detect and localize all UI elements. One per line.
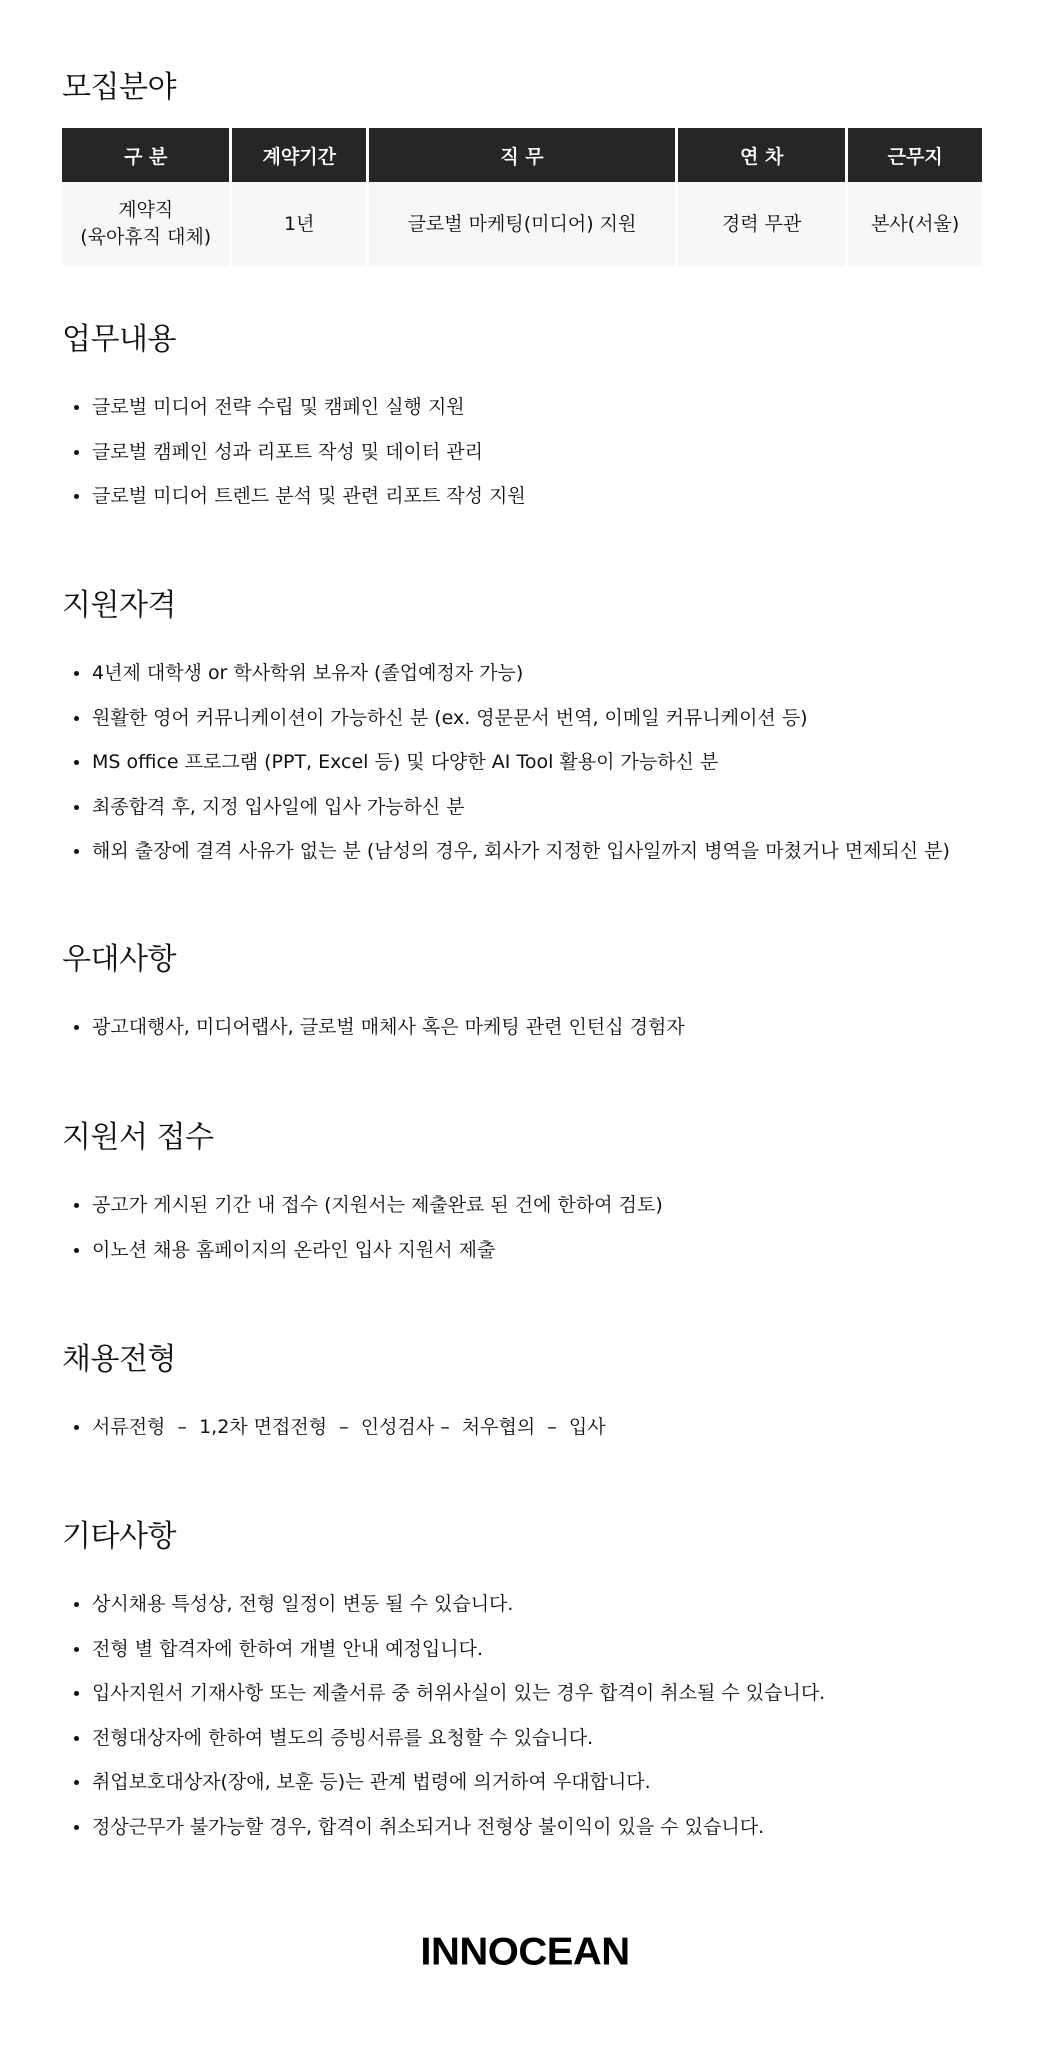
process-title: 채용전형: [62, 1342, 176, 1377]
header-experience: 연 차: [678, 128, 845, 182]
list-item: 입사지원서 기재사항 또는 제출서류 중 허위사실이 있는 경우 합격이 취소될 수 있습니다.: [62, 1680, 825, 1706]
list-item: 전형 별 합격자에 한하여 개별 안내 예정입니다.: [62, 1636, 825, 1662]
list-item: 이노션 채용 홈페이지의 온라인 입사 지원서 제출: [62, 1237, 663, 1263]
list-item: 글로벌 미디어 트렌드 분석 및 관련 리포트 작성 지원: [62, 483, 526, 509]
recruit-field-table: [59, 128, 985, 266]
header-location: 근무지: [848, 128, 982, 182]
recruit-field-title: 모집분야: [62, 70, 176, 105]
duties-title: 업무내용: [62, 322, 176, 357]
application-list: [62, 1192, 663, 1281]
list-item: 서류전형 – 1,2차 면접전형 – 인성검사 – 처우협의 – 입사: [62, 1414, 606, 1440]
list-item: 글로벌 미디어 전략 수립 및 캠페인 실행 지원: [62, 394, 526, 420]
process-list: [62, 1414, 606, 1459]
list-item: 전형대상자에 한하여 별도의 증빙서류를 요청할 수 있습니다.: [62, 1725, 825, 1751]
header-category: 구 분: [62, 128, 229, 182]
list-item: 광고대행사, 미디어랩사, 글로벌 매체사 혹은 마케팅 관련 인턴십 경험자: [62, 1014, 685, 1040]
list-item: 상시채용 특성상, 전형 일정이 변동 될 수 있습니다.: [62, 1591, 825, 1617]
cell-experience: 경력 무관: [678, 182, 845, 266]
preferences-list: [62, 1014, 685, 1059]
preferences-title: 우대사항: [62, 942, 176, 977]
list-item: 해외 출장에 결격 사유가 없는 분 (남성의 경우, 회사가 지정한 입사일까지 병역을 마쳤거나 면제되신 분): [62, 838, 950, 864]
cell-job: 글로벌 마케팅(미디어) 지원: [369, 182, 675, 266]
table-header-row: [62, 128, 982, 182]
cell-location: 본사(서울): [848, 182, 982, 266]
list-item: 글로벌 캠페인 성과 리포트 작성 및 데이터 관리: [62, 439, 526, 465]
qualifications-list: [62, 660, 950, 883]
list-item: MS office 프로그램 (PPT, Excel 등) 및 다양한 AI Tool 활용이 가능하신 분: [62, 749, 950, 775]
innocean-logo: INNOCEAN: [420, 1930, 630, 1974]
list-item: 공고가 게시된 기간 내 접수 (지원서는 제출완료 된 건에 한하여 검토): [62, 1192, 663, 1218]
list-item: 최종합격 후, 지정 입사일에 입사 가능하신 분: [62, 794, 950, 820]
header-contract-period: 계약기간: [232, 128, 366, 182]
notes-title: 기타사항: [62, 1519, 176, 1554]
list-item: 4년제 대학생 or 학사학위 보유자 (졸업예정자 가능): [62, 660, 950, 686]
header-job: 직 무: [369, 128, 675, 182]
table-row: [62, 182, 982, 266]
cell-category: 계약직 (육아휴직 대체): [62, 182, 229, 266]
list-item: 정상근무가 불가능할 경우, 합격이 취소되거나 전형상 불이익이 있을 수 있습니다.: [62, 1814, 825, 1840]
list-item: 취업보호대상자(장애, 보훈 등)는 관계 법령에 의거하여 우대합니다.: [62, 1769, 825, 1795]
cell-contract-period: 1년: [232, 182, 366, 266]
duties-list: [62, 394, 526, 528]
application-title: 지원서 접수: [62, 1120, 214, 1155]
qualifications-title: 지원자격: [62, 588, 176, 623]
list-item: 원활한 영어 커뮤니케이션이 가능하신 분 (ex. 영문문서 번역, 이메일 커뮤니케이션 등): [62, 705, 950, 731]
notes-list: [62, 1591, 825, 1858]
